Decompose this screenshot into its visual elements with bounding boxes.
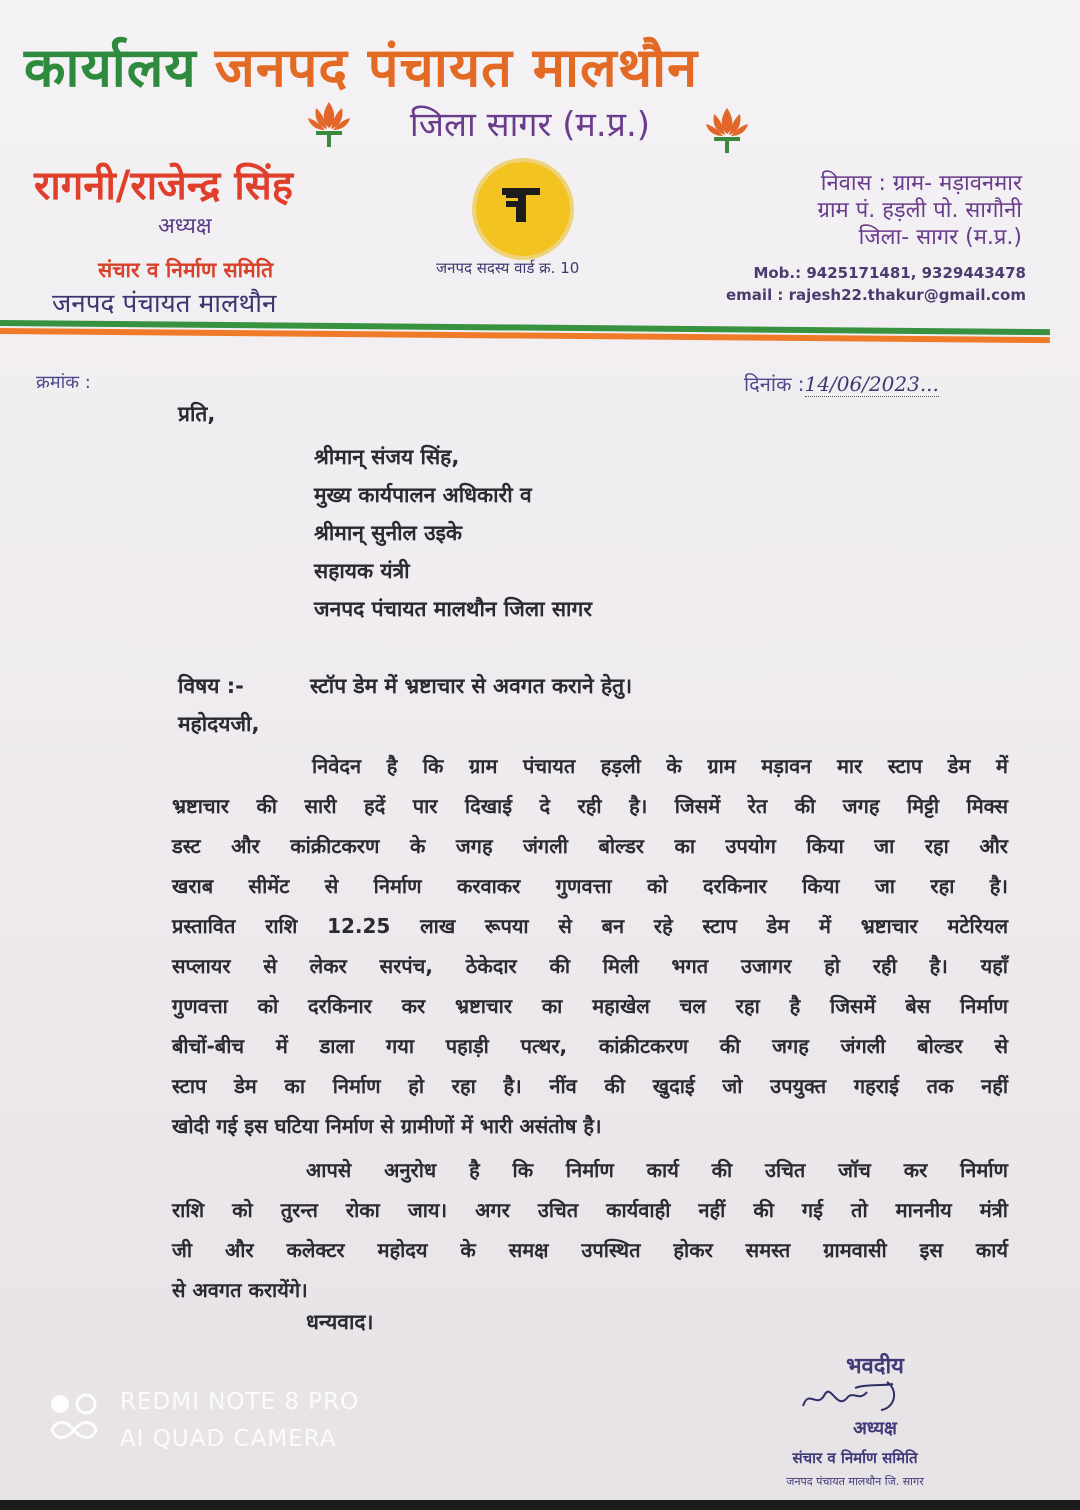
- camera-watermark: [46, 1384, 359, 1458]
- paragraph-line: प्रस्तावित राशि 12.25 लाख रूपया से बन रहे स्टाप डेम में भ्रष्टाचार मटेरियल: [172, 914, 1008, 938]
- recipient-line: जनपद पंचायत मालथौन जिला सागर: [314, 597, 592, 621]
- to-label: प्रति,: [178, 402, 216, 426]
- ward-number: जनपद सदस्य वार्ड क्र. 10: [436, 259, 580, 277]
- paragraph-line: आपसे अनुरोध है कि निर्माण कार्य की उचित जॉच कर निर्माण: [306, 1158, 1008, 1182]
- paragraph-line: निवेदन है कि ग्राम पंचायत हड़ली के ग्राम मड़ावन मार स्टाप डेम में: [312, 754, 1008, 778]
- date-label: दिनांक :: [744, 372, 805, 396]
- paragraph-line: सप्लायर से लेकर सरपंच, ठेकेदार की मिली भगत उजागर हो रही है। यहाँ: [172, 954, 1008, 978]
- paragraph-line: जी और कलेक्टर महोदय के समक्ष उपस्थित होकर समस्त ग्रामवासी इस कार्य: [172, 1238, 1008, 1262]
- paragraph-line: से अवगत करायेंगे।: [172, 1278, 308, 1302]
- paragraph-line: भ्रष्टाचार की सारी हदें पार दिखाई दे रही है। जिसमें रेत की जगह मिट्टी मिक्स: [172, 794, 1008, 818]
- subject-label: विषय :-: [178, 674, 244, 698]
- header-divider: [0, 320, 1050, 343]
- paragraph-line: खोदी गई इस घटिया निर्माण से ग्रामीणों में भारी असंतोष है।: [172, 1114, 602, 1138]
- signatory-post: अध्यक्ष: [853, 1418, 897, 1439]
- signatory-office: जनपद पंचायत मालथौन जि. सागर: [786, 1475, 924, 1488]
- contact-info: [726, 262, 1026, 306]
- thanks-line: धन्यवाद।: [306, 1310, 374, 1334]
- paragraph-line: बीचों-बीच में डाला गया पहाड़ी पत्थर, कांक्रीटकरण की जगह जंगली बोल्डर से: [172, 1034, 1008, 1058]
- address-line: निवास : ग्राम- मड़ावनमार: [820, 171, 1022, 196]
- date-field: [744, 370, 939, 397]
- janpad-name: जनपद पंचायत मालथौन: [52, 289, 277, 319]
- body-paragraph-1: [172, 746, 1008, 1146]
- paragraph-line: खराब सीमेंट से निर्माण करवाकर गुणवत्ता को दरकिनार किया जा रहा है।: [172, 874, 1008, 898]
- committee-name: संचार व निर्माण समिति: [98, 258, 274, 282]
- reference-number-label: क्रमांक :: [36, 372, 91, 393]
- subject-text: स्टॉप डेम में भ्रष्टाचार से अवगत कराने हेतु।: [310, 674, 633, 698]
- recipient-block: [314, 438, 592, 628]
- member-post: अध्यक्ष: [158, 214, 212, 239]
- lotus-right-icon: [704, 104, 750, 154]
- recipient-line: मुख्य कार्यपालन अधिकारी व: [314, 483, 532, 507]
- watermark-line: AI QUAD CAMERA: [120, 1426, 337, 1452]
- bottom-edge: [0, 1500, 1080, 1510]
- signature-scribble-icon: [795, 1380, 915, 1416]
- mobile-numbers: Mob.: 9425171481, 9329443478: [753, 264, 1026, 282]
- salutation: महोदयजी,: [178, 712, 260, 736]
- title-office: कार्यालय: [24, 36, 197, 99]
- address-line: ग्राम पं. हड़ली पो. सागौनी: [817, 198, 1022, 223]
- residence-address: [817, 170, 1022, 251]
- paragraph-line: राशि को तुरन्त रोका जाय। अगर उचित कार्यवाही नहीं की गई तो माननीय मंत्री: [172, 1198, 1008, 1222]
- member-name: रागनी/राजेन्द्र सिंह: [34, 163, 293, 209]
- date-value: 14/06/2023...: [804, 372, 939, 396]
- signatory-committee: संचार व निर्माण समिति: [792, 1449, 918, 1467]
- paragraph-line: डस्ट और कांक्रीटकरण के जगह जंगली बोल्डर का उपयोग किया जा रहा और: [172, 834, 1008, 858]
- signature-block: [740, 1350, 970, 1489]
- body-paragraph-2: [172, 1150, 1008, 1310]
- letterhead-title: [24, 28, 1064, 102]
- title-janpad: जनपद पंचायत मालथौन: [214, 36, 699, 99]
- subject-line: [178, 672, 632, 700]
- signoff: भवदीय: [846, 1354, 904, 1379]
- paragraph-line: स्टाप डेम का निर्माण हो रहा है। नींव की खुदाई जो उपयुक्त गहराई तक नहीं: [172, 1074, 1008, 1098]
- recipient-line: श्रीमान् सुनील उइके: [314, 521, 463, 545]
- address-line: जिला- सागर (म.प्र.): [858, 225, 1022, 250]
- recipient-line: सहायक यंत्री: [314, 559, 410, 583]
- party-emblem-icon: [476, 162, 570, 256]
- quad-camera-logo-icon: [46, 1390, 102, 1442]
- email-address: email : rajesh22.thakur@gmail.com: [726, 286, 1026, 304]
- paragraph-line: गुणवत्ता को दरकिनार कर भ्रष्टाचार का महाखेल चल रहा है जिसमें बेस निर्माण: [172, 994, 1008, 1018]
- recipient-line: श्रीमान् संजय सिंह,: [314, 445, 460, 469]
- watermark-line: REDMI NOTE 8 PRO: [120, 1389, 360, 1415]
- letterhead-district: जिला सागर (म.प्र.): [409, 105, 651, 145]
